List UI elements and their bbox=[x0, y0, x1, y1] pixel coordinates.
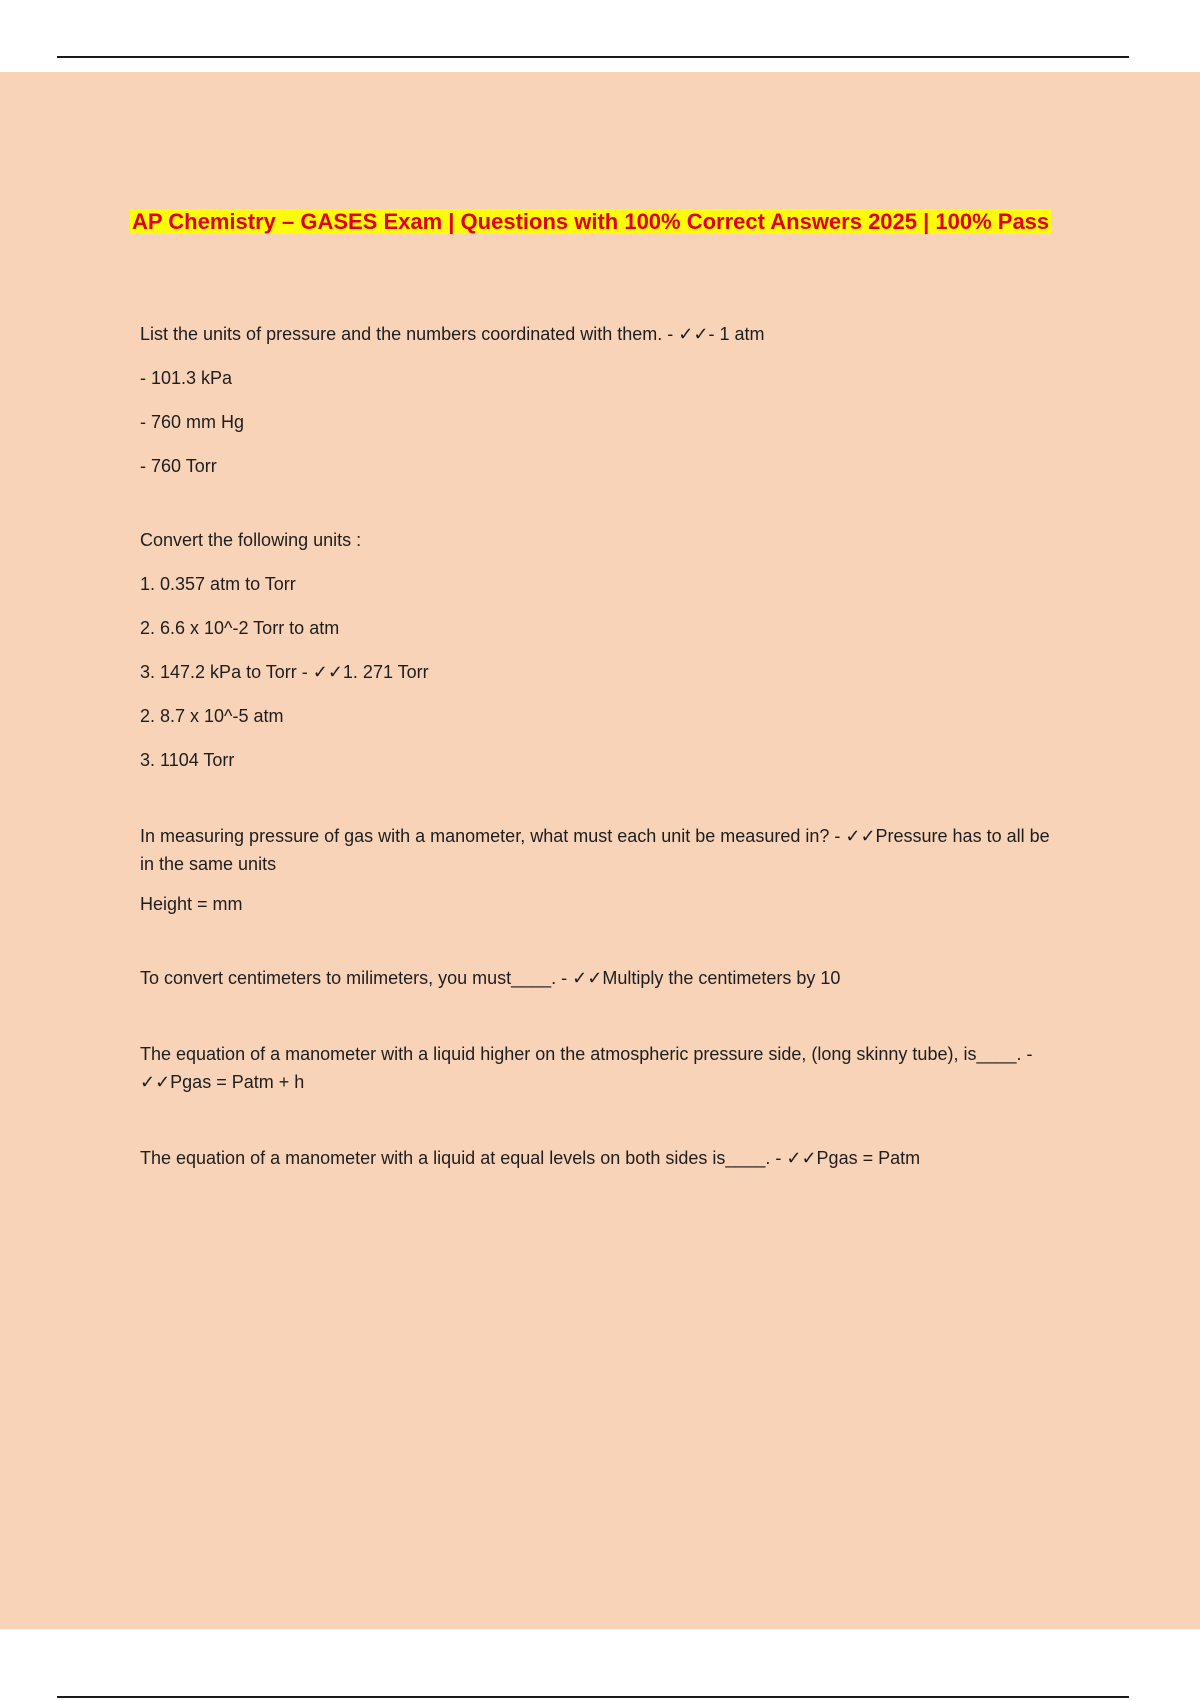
document-page bbox=[0, 72, 1200, 1629]
qa-line: 3. 1104 Torr bbox=[140, 750, 235, 770]
qa-line: - 760 Torr bbox=[140, 456, 217, 476]
qa-item-manometer-equal bbox=[140, 1146, 1060, 1170]
qa-item-cm-to-mm bbox=[140, 966, 1060, 990]
qa-item-manometer-higher bbox=[140, 1040, 1060, 1096]
qa-item-convert-units bbox=[140, 528, 1060, 772]
qa-line: 3. 147.2 kPa to Torr - ✓✓1. 271 Torr bbox=[140, 662, 429, 682]
header-rule bbox=[57, 56, 1129, 58]
qa-line: 1. 0.357 atm to Torr bbox=[140, 574, 296, 594]
qa-line: The equation of a manometer with a liquid higher on the atmospheric pressure side, (long skinny tube), is____. - ✓✓Pgas = Patm + h bbox=[140, 1044, 1033, 1092]
qa-line: - 760 mm Hg bbox=[140, 412, 245, 432]
footer-rule bbox=[57, 1696, 1129, 1698]
qa-item-pressure-units bbox=[140, 322, 1060, 478]
qa-line: In measuring pressure of gas with a manometer, what must each unit be measured in? - ✓✓Pressure has to all be in the same units bbox=[140, 826, 1050, 874]
document-title: AP Chemistry – GASES Exam | Questions with 100% Correct Answers 2025 | 100% Pass bbox=[132, 209, 1050, 234]
qa-line: 2. 8.7 x 10^-5 atm bbox=[140, 706, 284, 726]
qa-line: List the units of pressure and the numbers coordinated with them. - ✓✓- 1 atm bbox=[140, 324, 765, 344]
qa-line: 2. 6.6 x 10^-2 Torr to atm bbox=[140, 618, 340, 638]
qa-line: The equation of a manometer with a liquid at equal levels on both sides is____. - ✓✓Pgas = Patm bbox=[140, 1148, 921, 1168]
qa-line: Height = mm bbox=[140, 894, 243, 914]
qa-line: Convert the following units : bbox=[140, 530, 362, 550]
qa-content bbox=[140, 322, 1060, 1220]
qa-line: To convert centimeters to milimeters, you must____. - ✓✓Multiply the centimeters by 10 bbox=[140, 968, 841, 988]
qa-line: - 101.3 kPa bbox=[140, 368, 233, 388]
qa-item-manometer-units bbox=[140, 822, 1060, 916]
